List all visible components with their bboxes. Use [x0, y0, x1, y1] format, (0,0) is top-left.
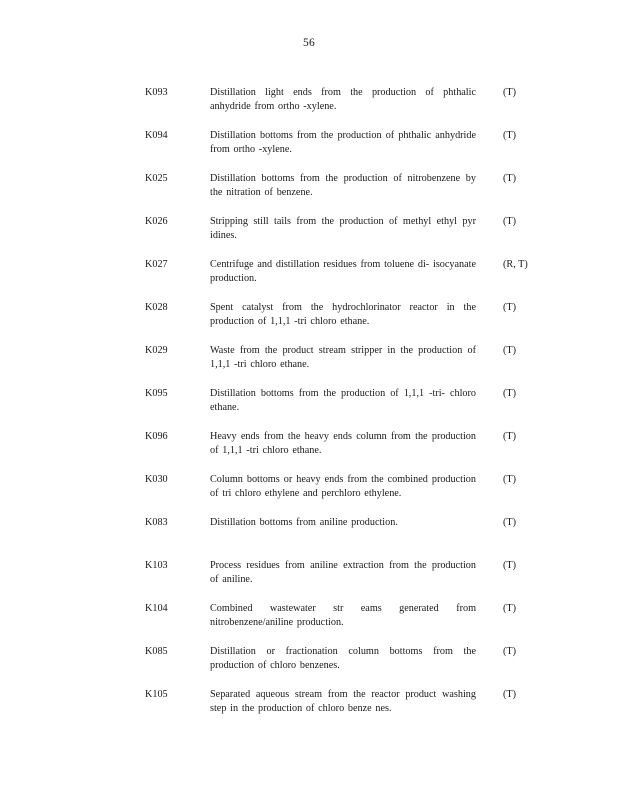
hazard-code: (T) — [503, 388, 517, 399]
hazard-code: (T) — [503, 87, 517, 98]
list-item — [0, 645, 618, 688]
hazard-code: (T) — [503, 302, 517, 313]
waste-code: K083 — [145, 517, 168, 528]
waste-code: K029 — [145, 345, 168, 356]
waste-description: Column bottoms or heavy ends from the combined production of tri chloro ethylene and perchloro ethylene. — [210, 474, 476, 500]
waste-code: K105 — [145, 689, 168, 700]
list-item — [0, 430, 618, 473]
waste-code: K085 — [145, 646, 168, 657]
hazard-code: (T) — [503, 130, 517, 141]
list-item — [0, 129, 618, 172]
waste-description: Separated aqueous stream from the reactor product washing step in the production of chloro benze nes. — [210, 689, 476, 715]
list-item — [0, 258, 618, 301]
waste-description: Distillation light ends from the production of phthalic anhydride from ortho -xylene. — [210, 87, 476, 113]
waste-description: Centrifuge and distillation residues from toluene di- isocyanate production. — [210, 259, 476, 285]
waste-description: Combined wastewater str eams generated from nitrobenzene/aniline production. — [210, 603, 476, 629]
hazard-code: (T) — [503, 517, 517, 528]
hazard-code: (T) — [503, 216, 517, 227]
hazard-code: (T) — [503, 603, 517, 614]
waste-description: Spent catalyst from the hydrochlorinator reactor in the production of 1,1,1 -tri chloro ethane. — [210, 302, 476, 328]
list-item — [0, 602, 618, 645]
waste-description: Distillation bottoms from the production of nitrobenzene by the nitration of benzene. — [210, 173, 476, 199]
list-item — [0, 387, 618, 430]
waste-description: Process residues from aniline extraction from the production of aniline. — [210, 560, 476, 586]
waste-description: Stripping still tails from the production of methyl ethyl pyr idines. — [210, 216, 476, 242]
list-item — [0, 215, 618, 258]
list-item — [0, 344, 618, 387]
hazard-code: (T) — [503, 646, 517, 657]
waste-code: K025 — [145, 173, 168, 184]
waste-code: K028 — [145, 302, 168, 313]
waste-code: K026 — [145, 216, 168, 227]
waste-description: Heavy ends from the heavy ends column from the production of 1,1,1 -tri chloro ethane. — [210, 431, 476, 457]
hazard-code: (T) — [503, 474, 517, 485]
list-item — [0, 301, 618, 344]
list-item — [0, 559, 618, 602]
page-number: 56 — [303, 37, 315, 49]
waste-code: K094 — [145, 130, 168, 141]
waste-code: K093 — [145, 87, 168, 98]
list-item — [0, 516, 618, 559]
list-item — [0, 172, 618, 215]
list-item — [0, 473, 618, 516]
hazard-code: (T) — [503, 431, 517, 442]
waste-description: Distillation bottoms from aniline production. — [210, 517, 398, 528]
waste-code: K030 — [145, 474, 168, 485]
waste-description: Distillation bottoms from the production of phthalic anhydride from ortho -xylene. — [210, 130, 476, 156]
waste-description: Distillation or fractionation column bottoms from the production of chloro benzenes. — [210, 646, 476, 672]
waste-code: K027 — [145, 259, 168, 270]
waste-code: K095 — [145, 388, 168, 399]
list-item — [0, 86, 618, 129]
waste-code: K096 — [145, 431, 168, 442]
waste-description: Distillation bottoms from the production of 1,1,1 -tri- chloro ethane. — [210, 388, 476, 414]
hazard-code: (R, T) — [503, 259, 528, 270]
hazard-code: (T) — [503, 173, 517, 184]
list-item — [0, 688, 618, 731]
waste-code: K104 — [145, 603, 168, 614]
waste-description: Waste from the product stream stripper in the production of 1,1,1 -tri chloro ethane. — [210, 345, 476, 371]
hazard-code: (T) — [503, 560, 517, 571]
waste-code: K103 — [145, 560, 168, 571]
hazard-code: (T) — [503, 345, 517, 356]
waste-code-list — [0, 86, 618, 731]
hazard-code: (T) — [503, 689, 517, 700]
